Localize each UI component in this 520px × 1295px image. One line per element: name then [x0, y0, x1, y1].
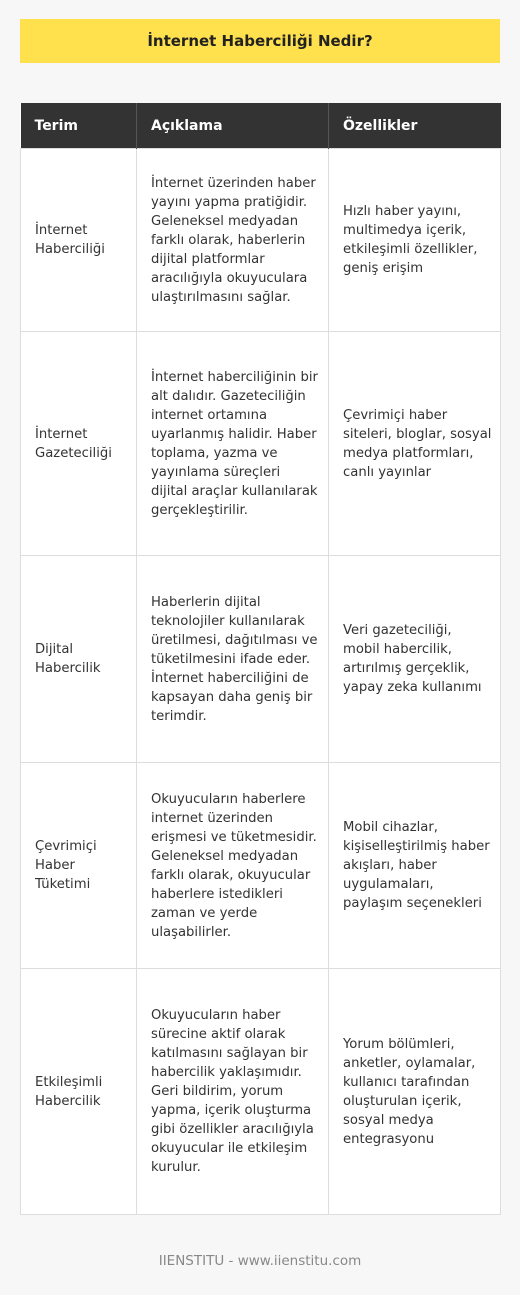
table-row — [21, 763, 501, 969]
column-header-term: Terim — [21, 103, 137, 149]
table-row — [21, 556, 501, 763]
term-cell: Etkileşimli Habercilik — [21, 969, 137, 1215]
features-cell: Çevrimiçi haber siteleri, bloglar, sosyal medya platformları, canlı yayınlar — [329, 332, 501, 556]
features-cell: Yorum bölümleri, anketler, oylamalar, kullanıcı tarafından oluşturulan içerik, sosyal medya entegrasyonu — [329, 969, 501, 1215]
column-header-features: Özellikler — [329, 103, 501, 149]
term-cell: İnternet Gazeteciliği — [21, 332, 137, 556]
table-row — [21, 332, 501, 556]
footer-credit: IIENSTITU - www.iienstitu.com — [158, 1253, 362, 1269]
terms-table — [20, 103, 501, 1215]
description-cell: İnternet üzerinden haber yayını yapma pratiğidir. Geleneksel medyadan farklı olarak, haberlerin dijital platformlar aracılığıyla okuyuculara ulaştırılmasını sağlar. — [137, 149, 329, 332]
description-cell: İnternet haberciliğinin bir alt dalıdır. Gazeteciliğin internet ortamına uyarlanmış halidir. Haber toplama, yazma ve yayınlama süreçleri dijital araçlar kullanılarak gerçekleştirilir. — [137, 332, 329, 556]
features-cell: Mobil cihazlar, kişiselleştirilmiş haber akışları, haber uygulamaları, paylaşım seçenekleri — [329, 763, 501, 969]
description-cell: Okuyucuların haberlere internet üzerinden erişmesi ve tüketmesidir. Geleneksel medyadan farklı olarak, okuyucular haberlere istedikleri zaman ve yerde ulaşabilirler. — [137, 763, 329, 969]
term-cell: İnternet Haberciliği — [21, 149, 137, 332]
features-cell: Hızlı haber yayını, multimedya içerik, etkileşimli özellikler, geniş erişim — [329, 149, 501, 332]
features-cell: Veri gazeteciliği, mobil habercilik, artırılmış gerçeklik, yapay zeka kullanımı — [329, 556, 501, 763]
column-header-description: Açıklama — [137, 103, 329, 149]
table-row — [21, 149, 501, 332]
title-banner — [20, 19, 500, 63]
term-cell: Dijital Habercilik — [21, 556, 137, 763]
table-header-row — [21, 103, 501, 149]
page-title: İnternet Haberciliği Nedir? — [147, 32, 373, 50]
term-cell: Çevrimiçi Haber Tüketimi — [21, 763, 137, 969]
table-row — [21, 969, 501, 1215]
description-cell: Haberlerin dijital teknolojiler kullanılarak üretilmesi, dağıtılması ve tüketilmesini ifade eder. İnternet haberciliğini de kapsayan daha geniş bir terimdir. — [137, 556, 329, 763]
description-cell: Okuyucuların haber sürecine aktif olarak katılmasını sağlayan bir habercilik yaklaşımıdır. Geri bildirim, yorum yapma, içerik oluşturma gibi özellikler aracılığıyla okuyucular ile etkileşim kurulur. — [137, 969, 329, 1215]
